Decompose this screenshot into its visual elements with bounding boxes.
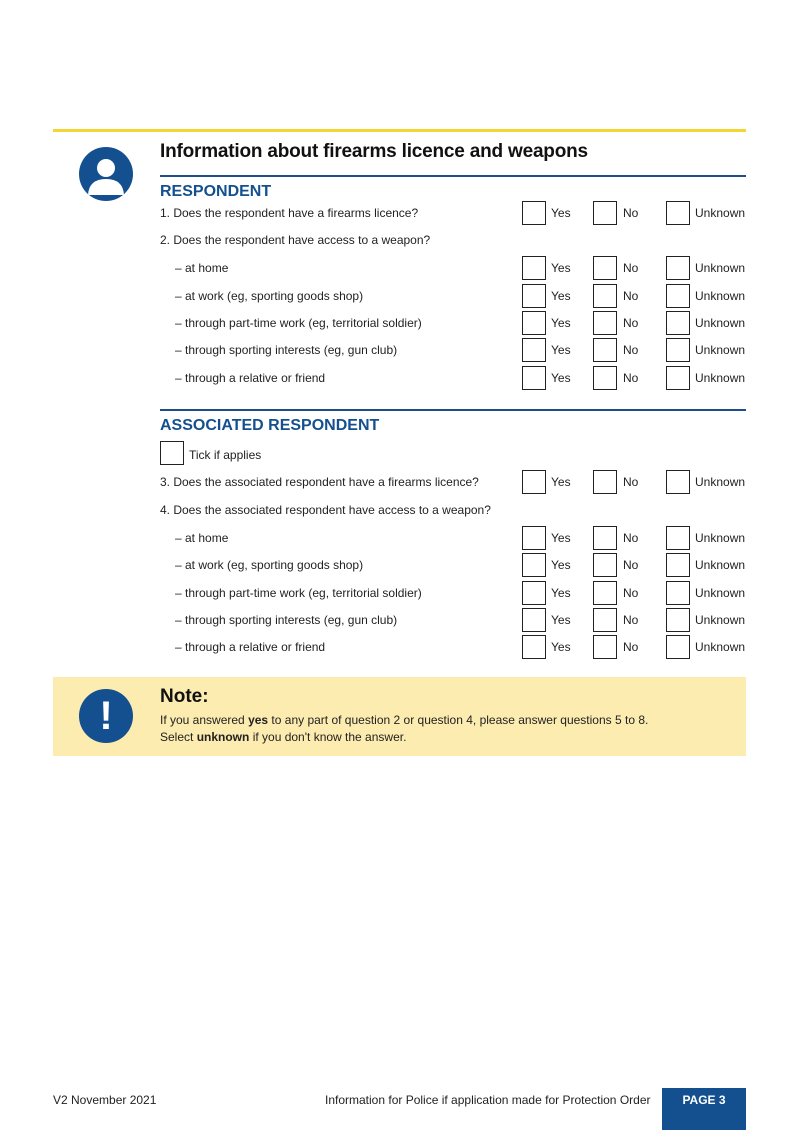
unknown-checkbox[interactable] — [666, 311, 690, 335]
no-checkbox[interactable] — [593, 608, 617, 632]
unknown-label: Unknown — [695, 586, 746, 600]
yes-label: Yes — [551, 558, 571, 572]
no-checkbox[interactable] — [593, 311, 617, 335]
no-checkbox[interactable] — [593, 256, 617, 280]
unknown-checkbox[interactable] — [666, 284, 690, 308]
no-label: No — [623, 640, 639, 654]
question-label: 2. Does the respondent have access to a weapon? — [160, 233, 431, 247]
yes-label: Yes — [551, 206, 571, 220]
no-label: No — [623, 371, 639, 385]
no-label: No — [623, 475, 639, 489]
question-label: – at work (eg, sporting goods shop) — [175, 289, 364, 303]
yes-label: Yes — [551, 640, 571, 654]
yes-label: Yes — [551, 613, 571, 627]
yes-checkbox[interactable] — [522, 526, 546, 550]
section-title: Information about firearms licence and weapons — [160, 141, 588, 162]
exclamation-icon: ! — [79, 689, 133, 743]
section-divider — [160, 409, 746, 411]
unknown-checkbox[interactable] — [666, 635, 690, 659]
tick-if-applies-checkbox[interactable] — [160, 441, 184, 465]
unknown-label: Unknown — [695, 613, 746, 627]
footer-title: Information for Police if application made for Protection Order — [325, 1093, 651, 1107]
person-icon — [79, 147, 133, 201]
unknown-label: Unknown — [695, 531, 746, 545]
unknown-label: Unknown — [695, 343, 746, 357]
yes-label: Yes — [551, 261, 571, 275]
unknown-label: Unknown — [695, 640, 746, 654]
note-line-2: Select unknown if you don't know the answer. — [160, 730, 407, 744]
no-checkbox[interactable] — [593, 635, 617, 659]
no-label: No — [623, 261, 639, 275]
yes-checkbox[interactable] — [522, 470, 546, 494]
yes-label: Yes — [551, 586, 571, 600]
unknown-checkbox[interactable] — [666, 526, 690, 550]
question-label: 3. Does the associated respondent have a firearms licence? — [160, 475, 479, 489]
unknown-label: Unknown — [695, 475, 746, 489]
yes-label: Yes — [551, 289, 571, 303]
unknown-label: Unknown — [695, 371, 746, 385]
unknown-label: Unknown — [695, 316, 746, 330]
unknown-checkbox[interactable] — [666, 256, 690, 280]
yes-checkbox[interactable] — [522, 256, 546, 280]
note-line-1: If you answered yes to any part of question 2 or question 4, please answer questions 5 to 8. — [160, 713, 649, 727]
no-checkbox[interactable] — [593, 284, 617, 308]
unknown-label: Unknown — [695, 261, 746, 275]
unknown-checkbox[interactable] — [666, 553, 690, 577]
unknown-checkbox[interactable] — [666, 338, 690, 362]
tick-if-applies-label: Tick if applies — [189, 448, 262, 462]
question-label: – through sporting interests (eg, gun club) — [175, 343, 398, 357]
no-label: No — [623, 316, 639, 330]
yes-checkbox[interactable] — [522, 284, 546, 308]
question-label: – through sporting interests (eg, gun club) — [175, 613, 398, 627]
yes-label: Yes — [551, 343, 571, 357]
no-checkbox[interactable] — [593, 366, 617, 390]
unknown-checkbox[interactable] — [666, 366, 690, 390]
yes-label: Yes — [551, 316, 571, 330]
associated-heading: ASSOCIATED RESPONDENT — [160, 417, 380, 434]
unknown-checkbox[interactable] — [666, 581, 690, 605]
yes-checkbox[interactable] — [522, 581, 546, 605]
title-divider — [160, 175, 746, 177]
unknown-label: Unknown — [695, 206, 746, 220]
no-label: No — [623, 586, 639, 600]
question-label: – at home — [175, 531, 229, 545]
no-checkbox[interactable] — [593, 201, 617, 225]
no-label: No — [623, 558, 639, 572]
no-label: No — [623, 613, 639, 627]
yes-label: Yes — [551, 531, 571, 545]
yes-checkbox[interactable] — [522, 553, 546, 577]
no-label: No — [623, 343, 639, 357]
no-checkbox[interactable] — [593, 581, 617, 605]
unknown-checkbox[interactable] — [666, 201, 690, 225]
top-divider — [53, 129, 746, 132]
question-label: – through a relative or friend — [175, 640, 326, 654]
question-label: – through a relative or friend — [175, 371, 326, 385]
yes-checkbox[interactable] — [522, 201, 546, 225]
yes-checkbox[interactable] — [522, 311, 546, 335]
unknown-checkbox[interactable] — [666, 608, 690, 632]
no-label: No — [623, 289, 639, 303]
question-label: 1. Does the respondent have a firearms licence? — [160, 206, 419, 220]
no-label: No — [623, 531, 639, 545]
page-number: PAGE 3 — [662, 1088, 746, 1130]
no-label: No — [623, 206, 639, 220]
yes-label: Yes — [551, 371, 571, 385]
footer-version: V2 November 2021 — [53, 1093, 157, 1107]
unknown-label: Unknown — [695, 289, 746, 303]
note-title: Note: — [160, 686, 209, 707]
no-checkbox[interactable] — [593, 553, 617, 577]
question-label: – through part-time work (eg, territorial soldier) — [175, 316, 422, 330]
yes-checkbox[interactable] — [522, 366, 546, 390]
yes-checkbox[interactable] — [522, 635, 546, 659]
unknown-label: Unknown — [695, 558, 746, 572]
respondent-heading: RESPONDENT — [160, 183, 272, 200]
question-label: 4. Does the associated respondent have access to a weapon? — [160, 503, 491, 517]
question-label: – at work (eg, sporting goods shop) — [175, 558, 364, 572]
no-checkbox[interactable] — [593, 470, 617, 494]
question-label: – at home — [175, 261, 229, 275]
question-label: – through part-time work (eg, territorial soldier) — [175, 586, 422, 600]
yes-checkbox[interactable] — [522, 608, 546, 632]
no-checkbox[interactable] — [593, 526, 617, 550]
no-checkbox[interactable] — [593, 338, 617, 362]
yes-checkbox[interactable] — [522, 338, 546, 362]
unknown-checkbox[interactable] — [666, 470, 690, 494]
yes-label: Yes — [551, 475, 571, 489]
